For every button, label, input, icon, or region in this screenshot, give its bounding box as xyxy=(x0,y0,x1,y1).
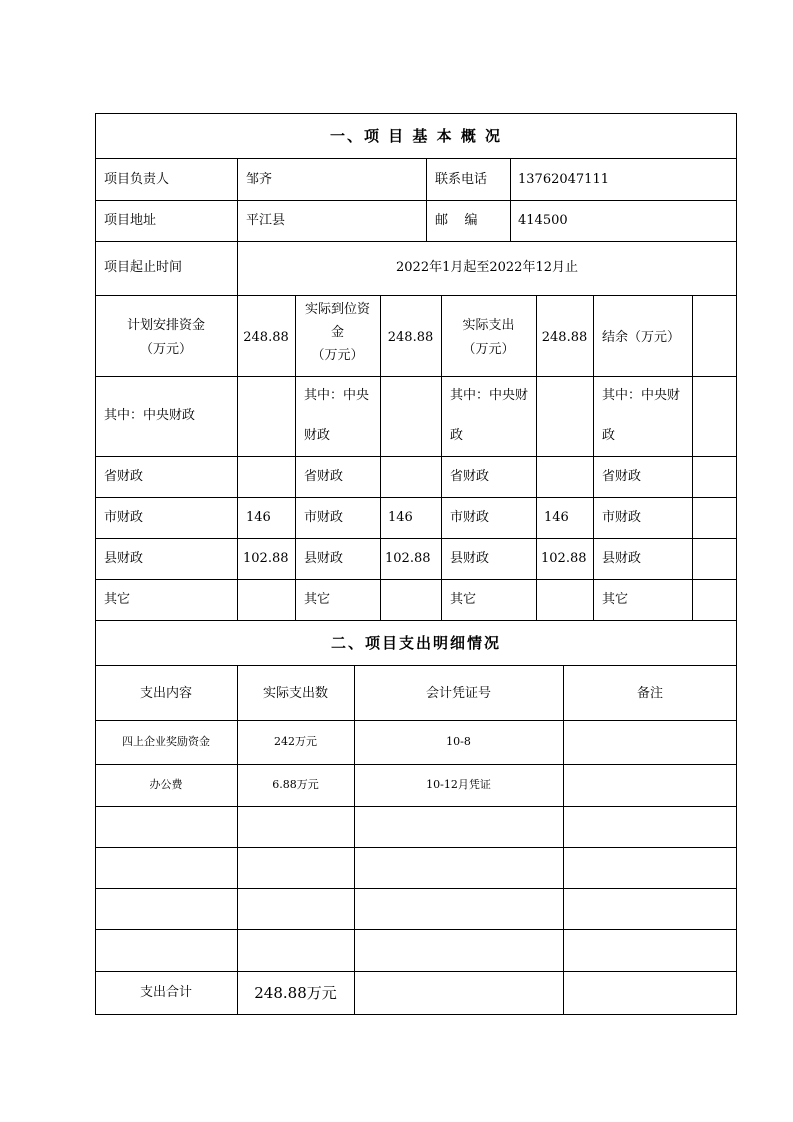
row-amount: 242万元 xyxy=(274,735,317,748)
spent-label: 实际支出 （万元） xyxy=(462,318,515,357)
county-value-b: 102.88 xyxy=(385,551,431,566)
county-label-c: 县财政 xyxy=(450,551,490,566)
central-label-a: 其中：中央财政 xyxy=(104,408,196,423)
received-value: 248.88 xyxy=(387,330,434,345)
county-value-a: 102.88 xyxy=(243,551,289,566)
row-voucher: 10-12月凭证 xyxy=(426,778,491,791)
other-label-d: 其它 xyxy=(602,592,629,607)
total-label: 支出合计 xyxy=(139,985,192,1000)
city-label-d: 市财政 xyxy=(602,510,642,525)
city-label-a: 市财政 xyxy=(104,510,144,525)
header-remark: 备注 xyxy=(636,686,663,701)
county-label-b: 县财政 xyxy=(304,551,344,566)
province-label-d: 省财政 xyxy=(602,469,642,484)
phone-label: 联系电话 xyxy=(435,172,488,187)
county-label-d: 县财政 xyxy=(602,551,642,566)
city-label-b: 市财政 xyxy=(304,510,344,525)
leader-value: 邹齐 xyxy=(246,172,273,187)
province-label-a: 省财政 xyxy=(104,469,144,484)
period-label: 项目起止时间 xyxy=(104,260,183,275)
spent-value: 248.88 xyxy=(541,330,588,345)
row-content: 办公费 xyxy=(149,778,183,791)
period-value: 2022年1月起至2022年12月止 xyxy=(396,260,578,275)
header-amount: 实际支出数 xyxy=(262,686,328,701)
province-label-b: 省财政 xyxy=(304,469,344,484)
phone-value: 13762047111 xyxy=(518,172,609,187)
city-label-c: 市财政 xyxy=(450,510,490,525)
county-label-a: 县财政 xyxy=(104,551,144,566)
section2-title: 二、项目支出明细情况 xyxy=(330,634,501,652)
planned-value: 248.88 xyxy=(243,330,289,345)
city-value-c: 146 xyxy=(544,510,569,525)
header-content: 支出内容 xyxy=(139,686,192,701)
central-label-b: 其中：中央 财政 xyxy=(304,388,370,443)
leader-label: 项目负责人 xyxy=(104,172,170,187)
planned-label: 计划安排资金 （万元） xyxy=(126,318,205,357)
other-label-c: 其它 xyxy=(450,592,477,607)
section1-title: 一、项 目 基 本 概 况 xyxy=(329,127,503,145)
received-label: 实际到位资 金 （万元） xyxy=(304,302,370,363)
postcode-label: 邮 编 xyxy=(435,213,478,228)
county-value-c: 102.88 xyxy=(541,551,587,566)
postcode-value: 414500 xyxy=(518,213,568,228)
row-amount: 6.88万元 xyxy=(272,778,319,791)
header-voucher: 会计凭证号 xyxy=(425,686,491,701)
address-value: 平江县 xyxy=(246,213,286,228)
other-label-b: 其它 xyxy=(304,592,331,607)
row-content: 四上企业奖励资金 xyxy=(122,735,210,748)
other-label-a: 其它 xyxy=(104,592,131,607)
central-label-d: 其中：中央财 政 xyxy=(602,388,681,443)
total-value: 248.88万元 xyxy=(254,984,337,1002)
balance-label: 结余（万元） xyxy=(602,330,681,345)
row-voucher: 10-8 xyxy=(446,735,471,748)
central-label-c: 其中：中央财 政 xyxy=(450,388,529,443)
city-value-a: 146 xyxy=(246,510,271,525)
province-label-c: 省财政 xyxy=(450,469,490,484)
city-value-b: 146 xyxy=(388,510,413,525)
address-label: 项目地址 xyxy=(104,213,157,228)
